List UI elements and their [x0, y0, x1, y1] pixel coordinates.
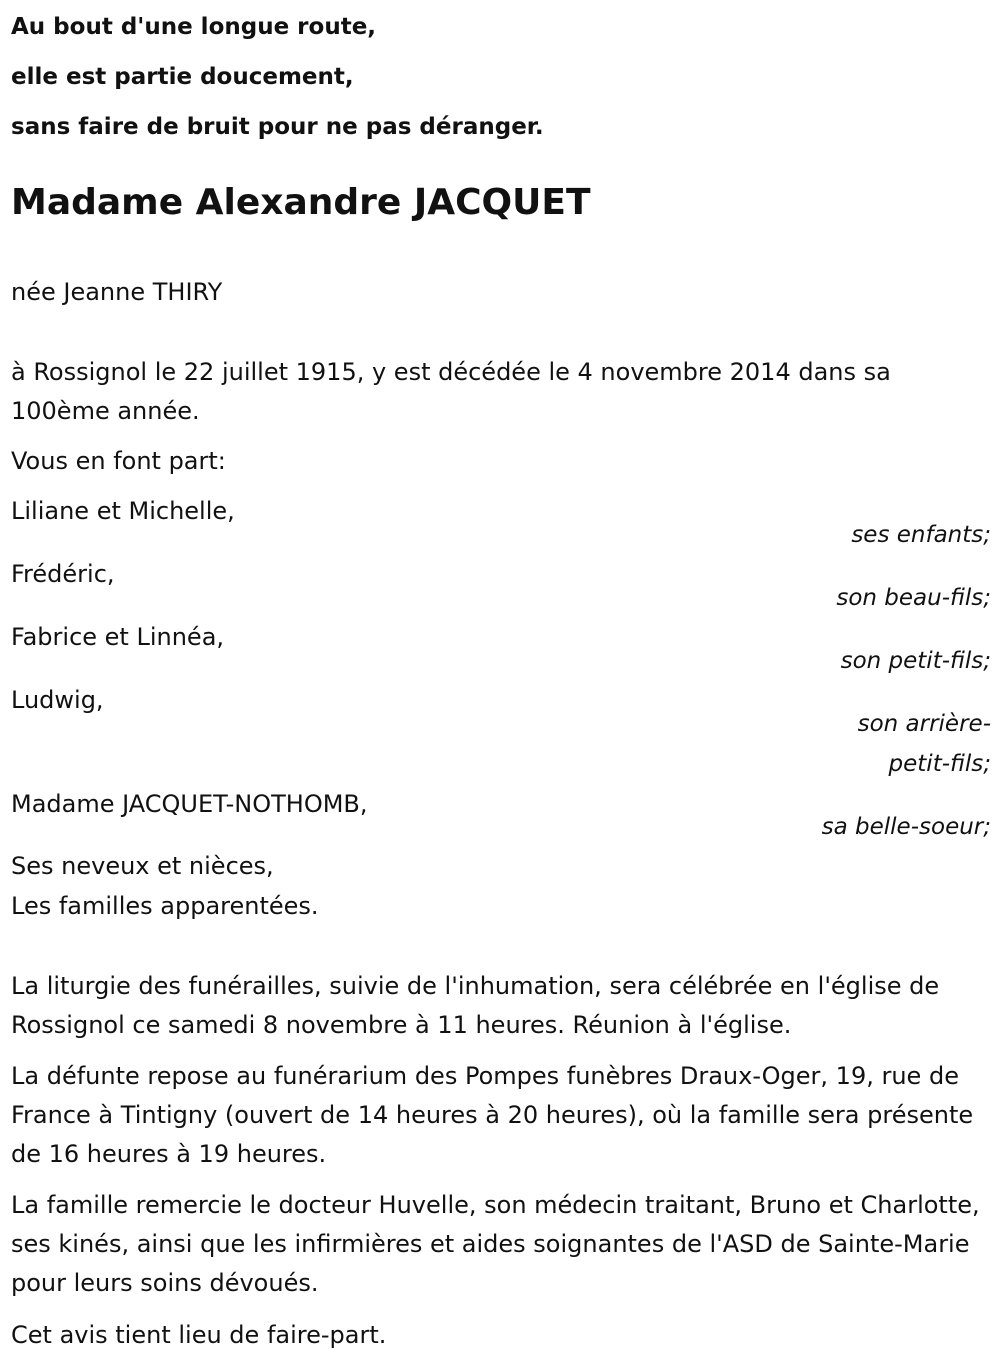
- family-member-names: Fabrice et Linnéa,: [11, 623, 225, 651]
- relatives-line-1: Ses neveux et nièces,: [11, 852, 274, 880]
- relatives-line-2: Les familles apparentées.: [11, 892, 319, 920]
- family-member-names: Ludwig,: [11, 686, 104, 714]
- family-member-relation: son beau-fils;: [836, 585, 991, 611]
- family-member-names: Liliane et Michelle,: [11, 497, 235, 525]
- obituary-page: [11, 0, 991, 1349]
- verse-line-1: Au bout d'une longue route,: [11, 14, 377, 40]
- family-member-relation: son petit-fils;: [840, 648, 991, 674]
- closing-note: Cet avis tient lieu de faire-part.: [11, 1321, 387, 1349]
- opening-verse: [11, 0, 991, 152]
- family-member-names: Frédéric,: [11, 560, 115, 588]
- maiden-name: née Jeanne THIRY: [11, 278, 223, 306]
- family-member-relation-line1: son arrière-: [857, 711, 991, 737]
- funerarium-paragraph: La défunte repose au funérarium des Pompes funèbres Draux-Oger, 19, rue de France à Tintigny (ouvert de 14 heures à 20 heures), où la famille sera présente de 16 heures à 19 heures.: [11, 1062, 974, 1168]
- funeral-paragraph: La liturgie des funérailles, suivie de l'inhumation, sera célébrée en l'église de Rossignol ce samedi 8 novembre à 11 heures. Réunion à l'église.: [11, 972, 940, 1039]
- family-member-names: Madame JACQUET-NOTHOMB,: [11, 790, 368, 818]
- verse-line-2: elle est partie doucement,: [11, 64, 354, 90]
- verse-line-3: sans faire de bruit pour ne pas déranger.: [11, 114, 544, 140]
- thanks-paragraph: La famille remercie le docteur Huvelle, son médecin traitant, Bruno et Charlotte, ses kinés, ainsi que les infirmières et aides soignantes de l'ASD de Sainte-Marie pour leurs soins dévoués.: [11, 1191, 980, 1297]
- family-member-relation: ses enfants;: [851, 522, 991, 548]
- deceased-name: Madame Alexandre JACQUET: [11, 182, 591, 223]
- announce-intro: Vous en font part:: [11, 447, 226, 475]
- family-member-relation-line2: petit-fils;: [888, 751, 991, 777]
- family-member-relation: sa belle-soeur;: [821, 814, 991, 840]
- birth-death-info: à Rossignol le 22 juillet 1915, y est décédée le 4 novembre 2014 dans sa 100ème année.: [11, 358, 891, 425]
